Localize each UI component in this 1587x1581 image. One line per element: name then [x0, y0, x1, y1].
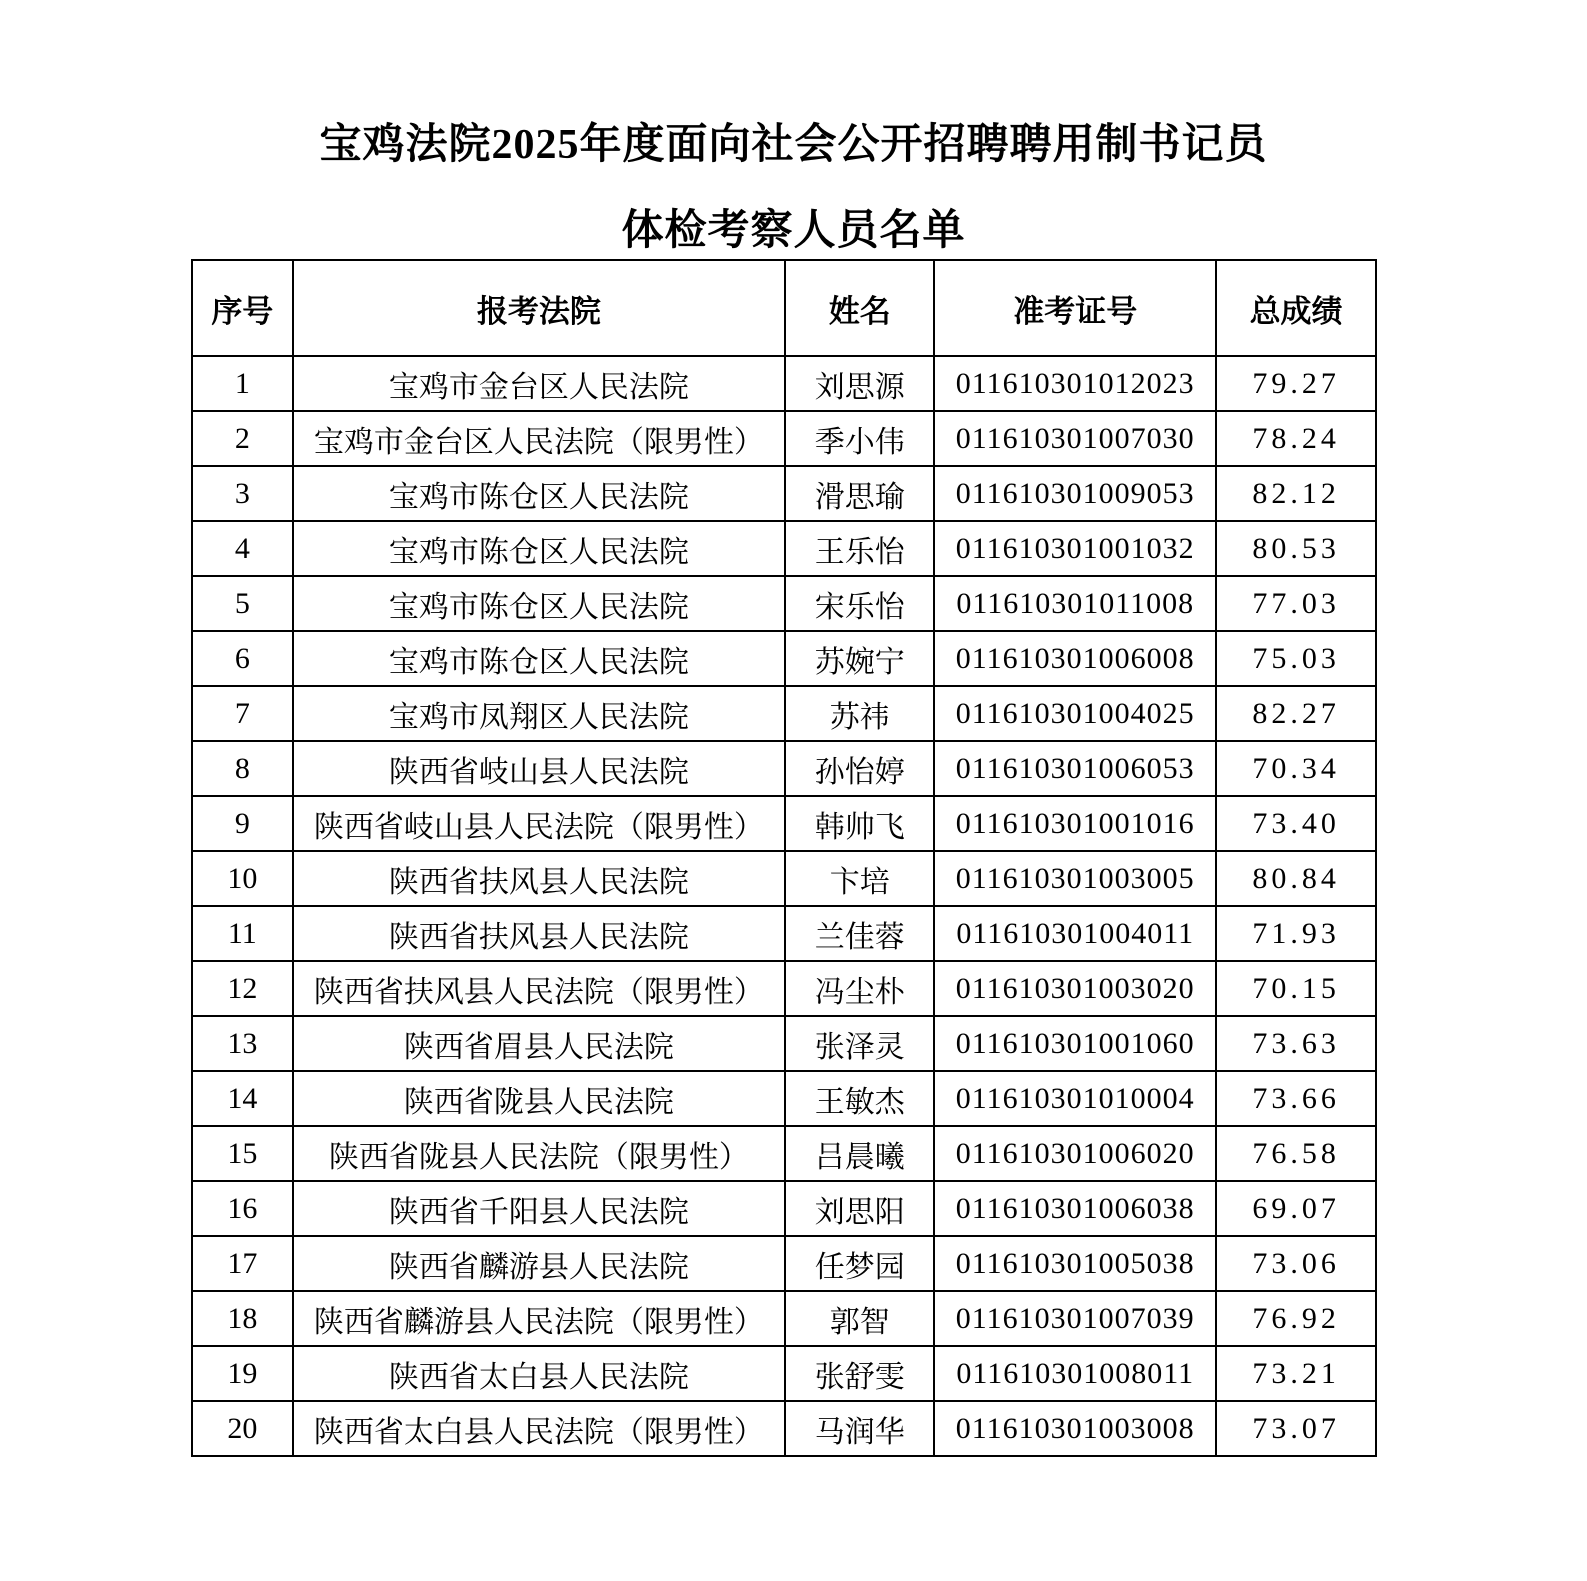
ticket-cell: 011610301010004 — [934, 1071, 1216, 1126]
seq-cell: 12 — [192, 961, 293, 1016]
ticket-cell: 011610301006053 — [934, 741, 1216, 796]
court-cell: 陕西省千阳县人民法院 — [293, 1181, 786, 1236]
seq-cell: 15 — [192, 1126, 293, 1181]
score-cell: 77.03 — [1216, 576, 1376, 631]
score-cell: 71.93 — [1216, 906, 1376, 961]
ticket-cell: 011610301007030 — [934, 411, 1216, 466]
score-cell: 70.34 — [1216, 741, 1376, 796]
court-cell: 宝鸡市金台区人民法院（限男性） — [293, 411, 786, 466]
header-name: 姓名 — [785, 260, 934, 356]
ticket-cell: 011610301003008 — [934, 1401, 1216, 1456]
ticket-cell: 011610301001016 — [934, 796, 1216, 851]
ticket-cell: 011610301006038 — [934, 1181, 1216, 1236]
score-cell: 79.27 — [1216, 356, 1376, 411]
court-cell: 陕西省麟游县人民法院 — [293, 1236, 786, 1291]
score-cell: 73.66 — [1216, 1071, 1376, 1126]
seq-cell: 6 — [192, 631, 293, 686]
seq-cell: 5 — [192, 576, 293, 631]
document-title-line2: 体检考察人员名单 — [621, 208, 966, 254]
score-cell: 80.84 — [1216, 851, 1376, 906]
name-cell: 卞培 — [785, 851, 934, 906]
seq-cell: 17 — [192, 1236, 293, 1291]
court-cell: 宝鸡市陈仓区人民法院 — [293, 466, 786, 521]
name-cell: 王乐怡 — [785, 521, 934, 576]
name-cell: 王敏杰 — [785, 1071, 934, 1126]
name-cell: 吕晨曦 — [785, 1126, 934, 1181]
header-ticket: 准考证号 — [934, 260, 1216, 356]
table-row — [192, 1346, 1376, 1401]
court-cell: 陕西省扶风县人民法院（限男性） — [293, 961, 786, 1016]
name-cell: 任梦园 — [785, 1236, 934, 1291]
court-cell: 陕西省岐山县人民法院 — [293, 741, 786, 796]
court-cell: 陕西省岐山县人民法院（限男性） — [293, 796, 786, 851]
court-cell: 宝鸡市金台区人民法院 — [293, 356, 786, 411]
table-row — [192, 1401, 1376, 1456]
seq-cell: 11 — [192, 906, 293, 961]
score-cell: 80.53 — [1216, 521, 1376, 576]
score-cell: 76.92 — [1216, 1291, 1376, 1346]
table-row — [192, 356, 1376, 411]
score-cell: 73.06 — [1216, 1236, 1376, 1291]
score-cell: 73.63 — [1216, 1016, 1376, 1071]
ticket-cell: 011610301003005 — [934, 851, 1216, 906]
ticket-cell: 011610301001032 — [934, 521, 1216, 576]
score-cell: 69.07 — [1216, 1181, 1376, 1236]
score-cell: 73.21 — [1216, 1346, 1376, 1401]
ticket-cell: 011610301008011 — [934, 1346, 1216, 1401]
table-row — [192, 466, 1376, 521]
name-cell: 冯尘朴 — [785, 961, 934, 1016]
score-cell: 82.12 — [1216, 466, 1376, 521]
table-row — [192, 796, 1376, 851]
table-row — [192, 686, 1376, 741]
seq-cell: 10 — [192, 851, 293, 906]
seq-cell: 16 — [192, 1181, 293, 1236]
table-row — [192, 906, 1376, 961]
name-cell: 刘思阳 — [785, 1181, 934, 1236]
table-row — [192, 576, 1376, 631]
table-row — [192, 1236, 1376, 1291]
ticket-cell: 011610301006008 — [934, 631, 1216, 686]
court-cell: 宝鸡市陈仓区人民法院 — [293, 631, 786, 686]
seq-cell: 3 — [192, 466, 293, 521]
name-cell: 孙怡婷 — [785, 741, 934, 796]
ticket-cell: 011610301011008 — [934, 576, 1216, 631]
header-seq: 序号 — [192, 260, 293, 356]
court-cell: 陕西省扶风县人民法院 — [293, 851, 786, 906]
ticket-cell: 011610301006020 — [934, 1126, 1216, 1181]
table-header-row — [192, 260, 1376, 356]
ticket-cell: 011610301007039 — [934, 1291, 1216, 1346]
table-row — [192, 1181, 1376, 1236]
name-cell: 兰佳蓉 — [785, 906, 934, 961]
ticket-cell: 011610301003020 — [934, 961, 1216, 1016]
seq-cell: 9 — [192, 796, 293, 851]
name-cell: 张泽灵 — [785, 1016, 934, 1071]
name-cell: 张舒雯 — [785, 1346, 934, 1401]
table-row — [192, 631, 1376, 686]
table-body — [192, 356, 1376, 1456]
header-score: 总成绩 — [1216, 260, 1376, 356]
table-row — [192, 851, 1376, 906]
table-row — [192, 521, 1376, 576]
court-cell: 陕西省麟游县人民法院（限男性） — [293, 1291, 786, 1346]
table-row — [192, 1071, 1376, 1126]
court-cell: 陕西省陇县人民法院（限男性） — [293, 1126, 786, 1181]
ticket-cell: 011610301004025 — [934, 686, 1216, 741]
court-cell: 陕西省陇县人民法院 — [293, 1071, 786, 1126]
document-title-line1: 宝鸡法院2025年度面向社会公开招聘聘用制书记员 — [319, 122, 1268, 168]
name-cell: 韩帅飞 — [785, 796, 934, 851]
score-cell: 75.03 — [1216, 631, 1376, 686]
name-cell: 苏祎 — [785, 686, 934, 741]
seq-cell: 7 — [192, 686, 293, 741]
table-row — [192, 1291, 1376, 1346]
table-row — [192, 741, 1376, 796]
roster-table — [191, 259, 1377, 1457]
table-row — [192, 411, 1376, 466]
score-cell: 73.07 — [1216, 1401, 1376, 1456]
court-cell: 宝鸡市陈仓区人民法院 — [293, 576, 786, 631]
name-cell: 刘思源 — [785, 356, 934, 411]
court-cell: 陕西省太白县人民法院 — [293, 1346, 786, 1401]
name-cell: 马润华 — [785, 1401, 934, 1456]
ticket-cell: 011610301012023 — [934, 356, 1216, 411]
roster-table-wrap — [191, 259, 1377, 1457]
table-row — [192, 1016, 1376, 1071]
seq-cell: 1 — [192, 356, 293, 411]
header-court: 报考法院 — [293, 260, 786, 356]
seq-cell: 19 — [192, 1346, 293, 1401]
seq-cell: 18 — [192, 1291, 293, 1346]
court-cell: 宝鸡市陈仓区人民法院 — [293, 521, 786, 576]
name-cell: 苏婉宁 — [785, 631, 934, 686]
score-cell: 82.27 — [1216, 686, 1376, 741]
seq-cell: 4 — [192, 521, 293, 576]
ticket-cell: 011610301004011 — [934, 906, 1216, 961]
ticket-cell: 011610301001060 — [934, 1016, 1216, 1071]
seq-cell: 8 — [192, 741, 293, 796]
name-cell: 季小伟 — [785, 411, 934, 466]
table-row — [192, 1126, 1376, 1181]
court-cell: 陕西省眉县人民法院 — [293, 1016, 786, 1071]
score-cell: 73.40 — [1216, 796, 1376, 851]
court-cell: 宝鸡市凤翔区人民法院 — [293, 686, 786, 741]
ticket-cell: 011610301005038 — [934, 1236, 1216, 1291]
court-cell: 陕西省扶风县人民法院 — [293, 906, 786, 961]
score-cell: 78.24 — [1216, 411, 1376, 466]
score-cell: 76.58 — [1216, 1126, 1376, 1181]
seq-cell: 2 — [192, 411, 293, 466]
name-cell: 滑思瑜 — [785, 466, 934, 521]
court-cell: 陕西省太白县人民法院（限男性） — [293, 1401, 786, 1456]
name-cell: 郭智 — [785, 1291, 934, 1346]
seq-cell: 13 — [192, 1016, 293, 1071]
seq-cell: 14 — [192, 1071, 293, 1126]
score-cell: 70.15 — [1216, 961, 1376, 1016]
name-cell: 宋乐怡 — [785, 576, 934, 631]
seq-cell: 20 — [192, 1401, 293, 1456]
table-row — [192, 961, 1376, 1016]
ticket-cell: 011610301009053 — [934, 466, 1216, 521]
